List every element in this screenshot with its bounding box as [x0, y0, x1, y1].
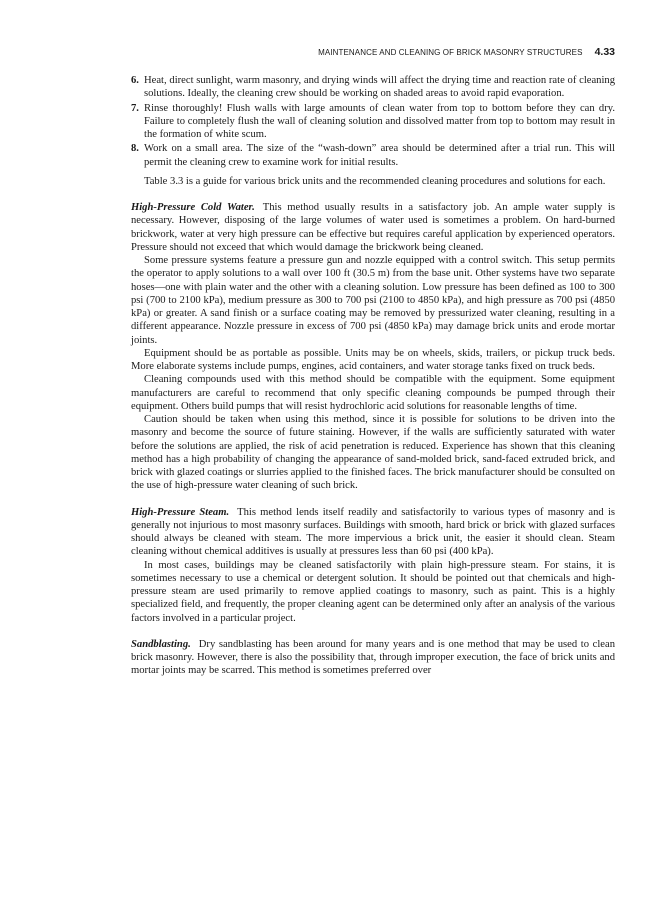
list-item: [131, 142, 615, 169]
paragraph: Some pressure systems feature a pressure gun and nozzle equipped with a control switch. This setup permits the operator to apply solutions to a wall over 100 ft (30.5 m) from the base unit. Other systems have two separate hoses—one with plain water and the other with a cleaning solution. Low pressure has been defined as 100 to 300 psi (700 to 2100 kPa), medium pressure as 300 to 700 psi (2100 to 4850 kPa), and high pressure as 700 psi (4850 kPa) or greater. A sand finish or a surface coating may be removed by pressurized water cleaning, resulting in a different appearance. Nozzle pressure in excess of 700 psi (4850 kPa) may damage brick units and erode mortar joints.: [131, 255, 615, 346]
page-number: 4.33: [594, 46, 615, 58]
numbered-list: [131, 74, 615, 169]
paragraph: Caution should be taken when using this method, since it is possible for solutions to be driven into the masonry and become the source of future staining. However, if the walls are sufficiently saturated with water before the solutions are applied, the risk of acid penetration is reduced. Experience has shown that this cleaning method has a high probability of changing the appearance of sand-molded brick, sand-faced extruded brick, and brick with glazed coatings or slurries applied to the finished faces. The brick manufacturer should be consulted on the use of high-pressure water cleaning of such brick.: [131, 414, 615, 492]
paragraph-text: This method lends itself readily and satisfactorily to various types of masonry and is generally not injurious to most masonry surfaces. Buildings with smooth, hard brick or brick with glazed surfaces should always be cleaned with steam. The more impervious a brick unit, the easier it should clean. Steam cleaning without chemical additives is usually at pressures less than 60 psi (400 kPa).: [131, 506, 616, 558]
section-heading: High-Pressure Cold Water.: [131, 202, 255, 213]
paragraph: [131, 506, 615, 559]
paragraph: [131, 638, 615, 678]
section-sandblasting: [131, 638, 615, 678]
paragraph: Equipment should be as portable as possible. Units may be on wheels, skids, trailers, or pickup truck beds. More elaborate systems include pumps, engines, acid containers, and water storage tanks fixed on truck beds.: [131, 347, 615, 372]
list-item: [131, 102, 615, 142]
paragraph-text: This method usually results in a satisfactory job. An ample water supply is necessary. However, disposing of the large volumes of water used is sometimes a problem. On hard-burned brickwork, water at very high pressure can be effective but requires careful application by experienced operators. Pressure should not exceed that which would damage the brickwork being cleaned.: [131, 202, 615, 253]
list-item-text: Rinse thoroughly! Flush walls with large amounts of clean water from top to bottom before they can dry. Failure to completely flush the wall of cleaning solution and dissolved matter from top to bottom may result in the formation of white scum.: [144, 102, 615, 140]
list-number: 6.: [131, 75, 139, 86]
table-reference-paragraph: Table 3.3 is a guide for various brick units and the recommended cleaning procedures and solutions for each.: [144, 175, 606, 187]
page-body: [131, 74, 615, 678]
section-cold-water: [131, 201, 615, 493]
section-heading: High-Pressure Steam.: [131, 506, 230, 518]
paragraph: Cleaning compounds used with this method should be compatible with the equipment. Some equipment manufacturers are careful to recommend that only specific cleaning compounds be pumped through their equipment. Others build pumps that will resist hydrochloric acid solutions for reasonable lengths of time.: [131, 374, 615, 412]
running-head: MAINTENANCE AND CLEANING OF BRICK MASONRY STRUCTURES: [318, 48, 583, 57]
list-number: 8.: [131, 143, 139, 155]
paragraph: [131, 201, 615, 254]
section-heading: Sandblasting.: [131, 638, 191, 650]
list-item: [131, 74, 615, 101]
page-header: [131, 46, 615, 58]
paragraph-text: Dry sandblasting has been around for many years and is one method that may be used to clean brick masonry. However, there is also the possibility that, through improper execution, the face of brick units and mortar joints may be scarred. This method is sometimes preferred over: [131, 638, 615, 677]
list-item-text: Heat, direct sunlight, warm masonry, and drying winds will affect the drying time and reaction rate of cleaning solutions. Ideally, the cleaning crew should be working on shaded areas to avoid rapid evaporation.: [144, 75, 615, 100]
list-item-text: Work on a small area. The size of the “wash-down” area should be determined after a trial run. This will permit the cleaning crew to examine work for initial results.: [144, 143, 615, 168]
section-steam: [131, 506, 615, 625]
list-number: 7.: [131, 102, 139, 114]
paragraph: In most cases, buildings may be cleaned satisfactorily with plain high-pressure steam. For stains, it is sometimes necessary to use a chemical or detergent solution. It should be pointed out that chemicals and high-pressure steam are used primarily to remove applied coatings to masonry, such as paint. This is a highly specialized field, and frequently, the proper cleaning agent can be determined only after an analysis of the various factors involved in a particular project.: [131, 559, 615, 624]
